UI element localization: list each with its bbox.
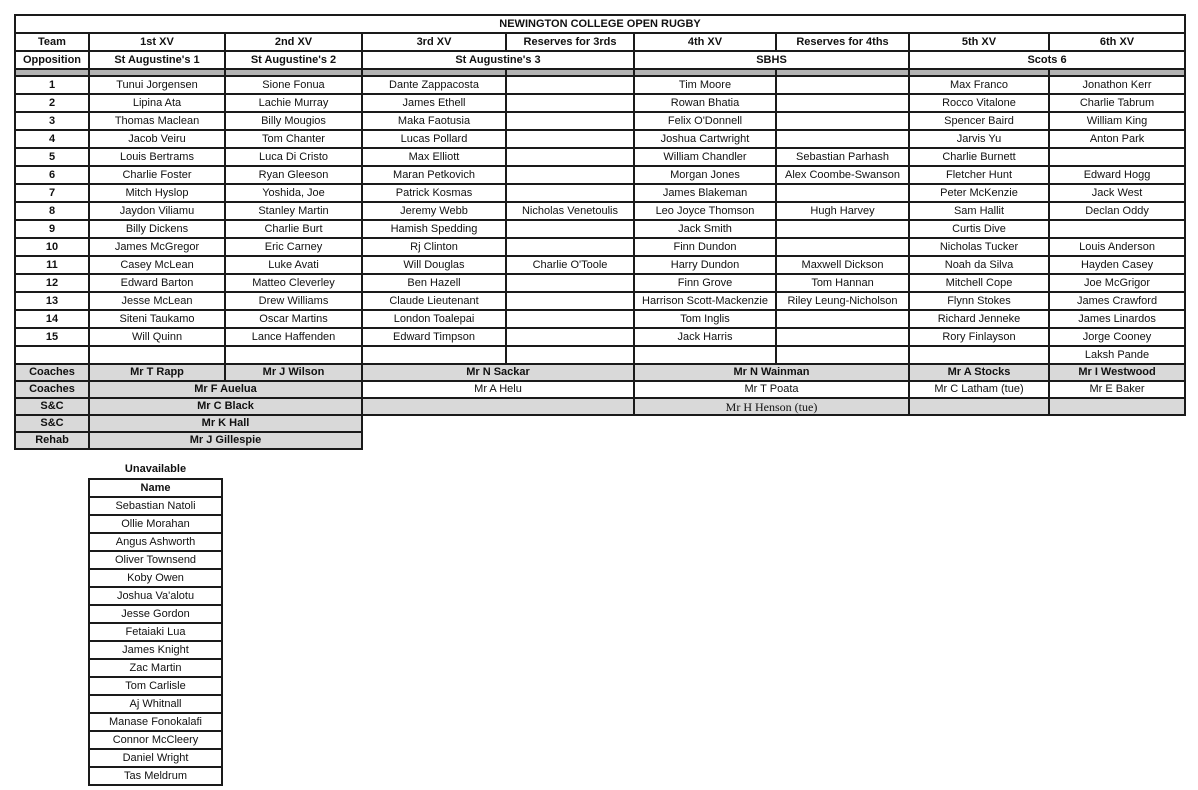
player-number: 7: [15, 184, 89, 202]
player-cell: Sebastian Parhash: [776, 148, 909, 166]
player-cell: William King: [1049, 112, 1185, 130]
player-cell: [776, 310, 909, 328]
player-cell: [1049, 220, 1185, 238]
player-cell: Maran Petkovich: [362, 166, 506, 184]
player-cell: Drew Williams: [225, 292, 362, 310]
player-number: 10: [15, 238, 89, 256]
player-cell: Harrison Scott-Mackenzie: [634, 292, 776, 310]
player-number: 12: [15, 274, 89, 292]
unavailable-header-row: [89, 479, 222, 497]
player-cell: Rory Finlayson: [909, 328, 1049, 346]
unavailable-row: [89, 587, 222, 605]
player-row: [15, 346, 1185, 364]
staff-cell: Mr T Rapp: [89, 364, 225, 381]
separator-cell: [1049, 69, 1185, 76]
player-cell: Tunui Jorgensen: [89, 76, 225, 94]
player-cell: Charlie O'Toole: [506, 256, 634, 274]
unavailable-row: [89, 695, 222, 713]
staff-row-label: S&C: [15, 415, 89, 432]
unavailable-section: [88, 460, 223, 786]
player-cell: Ben Hazell: [362, 274, 506, 292]
player-number: 14: [15, 310, 89, 328]
staff-cell: Mr T Poata: [634, 381, 909, 398]
unavailable-name: Sebastian Natoli: [89, 497, 222, 515]
player-cell: [506, 220, 634, 238]
player-cell: Edward Barton: [89, 274, 225, 292]
separator-cell: [89, 69, 225, 76]
separator-cell: [776, 69, 909, 76]
player-cell: Rocco Vitalone: [909, 94, 1049, 112]
player-row: [15, 310, 1185, 328]
header-row: [15, 33, 1185, 51]
unavailable-name: Zac Martin: [89, 659, 222, 677]
player-cell: Will Douglas: [362, 256, 506, 274]
column-header: 5th XV: [909, 33, 1049, 51]
player-cell: Fletcher Hunt: [909, 166, 1049, 184]
staff-cell: [909, 398, 1049, 415]
player-cell: Joe McGrigor: [1049, 274, 1185, 292]
unavailable-name: Daniel Wright: [89, 749, 222, 767]
player-number: 5: [15, 148, 89, 166]
separator-cell: [634, 69, 776, 76]
unavailable-row: [89, 659, 222, 677]
opposition-cell: SBHS: [634, 51, 909, 69]
separator-cell: [506, 69, 634, 76]
player-cell: Jack Harris: [634, 328, 776, 346]
unavailable-row: [89, 713, 222, 731]
player-cell: [506, 346, 634, 364]
unavailable-name: Jesse Gordon: [89, 605, 222, 623]
staff-cell: Mr E Baker: [1049, 381, 1185, 398]
separator-cell: [362, 69, 506, 76]
player-cell: [776, 130, 909, 148]
player-cell: [225, 346, 362, 364]
unavailable-name: Koby Owen: [89, 569, 222, 587]
player-row: [15, 76, 1185, 94]
column-header: Team: [15, 33, 89, 51]
player-cell: Richard Jenneke: [909, 310, 1049, 328]
player-cell: Charlie Tabrum: [1049, 94, 1185, 112]
player-cell: Nicholas Venetoulis: [506, 202, 634, 220]
column-header: 3rd XV: [362, 33, 506, 51]
unavailable-name: Tom Carlisle: [89, 677, 222, 695]
staff-row: [15, 415, 1185, 432]
player-cell: Hugh Harvey: [776, 202, 909, 220]
player-number: 9: [15, 220, 89, 238]
player-cell: Mitchell Cope: [909, 274, 1049, 292]
player-cell: Maxwell Dickson: [776, 256, 909, 274]
unavailable-row: [89, 605, 222, 623]
player-cell: Leo Joyce Thomson: [634, 202, 776, 220]
player-cell: Tom Chanter: [225, 130, 362, 148]
player-cell: Eric Carney: [225, 238, 362, 256]
column-header: 6th XV: [1049, 33, 1185, 51]
player-cell: [506, 76, 634, 94]
player-cell: Sam Hallit: [909, 202, 1049, 220]
player-cell: Finn Dundon: [634, 238, 776, 256]
unavailable-name: Angus Ashworth: [89, 533, 222, 551]
unavailable-name: Manase Fonokalafi: [89, 713, 222, 731]
player-row: [15, 256, 1185, 274]
player-cell: James Ethell: [362, 94, 506, 112]
player-cell: Nicholas Tucker: [909, 238, 1049, 256]
player-cell: James McGregor: [89, 238, 225, 256]
player-row: [15, 292, 1185, 310]
player-row: [15, 184, 1185, 202]
column-header: 4th XV: [634, 33, 776, 51]
player-cell: Noah da Silva: [909, 256, 1049, 274]
player-row: [15, 94, 1185, 112]
player-row: [15, 328, 1185, 346]
player-number: 11: [15, 256, 89, 274]
opposition-cell: St Augustine's 3: [362, 51, 634, 69]
player-cell: [506, 238, 634, 256]
player-cell: Louis Bertrams: [89, 148, 225, 166]
unavailable-row: [89, 515, 222, 533]
opposition-cell: St Augustine's 1: [89, 51, 225, 69]
player-cell: [1049, 148, 1185, 166]
separator-cell: [909, 69, 1049, 76]
player-cell: Curtis Dive: [909, 220, 1049, 238]
player-cell: [506, 310, 634, 328]
player-cell: [776, 346, 909, 364]
player-cell: Lipina Ata: [89, 94, 225, 112]
staff-cell: [362, 398, 634, 415]
player-cell: Joshua Cartwright: [634, 130, 776, 148]
player-cell: Lance Haffenden: [225, 328, 362, 346]
unavailable-name: Ollie Morahan: [89, 515, 222, 533]
player-number: 15: [15, 328, 89, 346]
player-cell: [634, 346, 776, 364]
player-cell: [776, 220, 909, 238]
unavailable-name: Tas Meldrum: [89, 767, 222, 785]
staff-row-label: S&C: [15, 398, 89, 415]
player-cell: [362, 346, 506, 364]
player-cell: [776, 184, 909, 202]
player-cell: Riley Leung-Nicholson: [776, 292, 909, 310]
player-cell: Edward Timpson: [362, 328, 506, 346]
player-cell: Oscar Martins: [225, 310, 362, 328]
player-cell: [506, 94, 634, 112]
player-cell: James Crawford: [1049, 292, 1185, 310]
staff-cell: Mr H Henson (tue): [634, 398, 909, 415]
player-cell: Charlie Burt: [225, 220, 362, 238]
opposition-cell: St Augustine's 2: [225, 51, 362, 69]
player-cell: Will Quinn: [89, 328, 225, 346]
player-cell: [89, 346, 225, 364]
staff-cell: Mr A Helu: [362, 381, 634, 398]
player-cell: Jack West: [1049, 184, 1185, 202]
staff-row: [15, 381, 1185, 398]
player-cell: Laksh Pande: [1049, 346, 1185, 364]
unavailable-name: Connor McCleery: [89, 731, 222, 749]
player-cell: Rj Clinton: [362, 238, 506, 256]
player-cell: Jacob Veiru: [89, 130, 225, 148]
player-cell: James Linardos: [1049, 310, 1185, 328]
unavailable-table: [88, 478, 223, 786]
player-cell: Flynn Stokes: [909, 292, 1049, 310]
player-cell: William Chandler: [634, 148, 776, 166]
player-row: [15, 220, 1185, 238]
player-row: [15, 202, 1185, 220]
player-cell: [506, 184, 634, 202]
player-number: 6: [15, 166, 89, 184]
staff-row: [15, 432, 1185, 449]
player-cell: [776, 76, 909, 94]
player-cell: Charlie Burnett: [909, 148, 1049, 166]
separator-row: [15, 69, 1185, 76]
unavailable-row: [89, 623, 222, 641]
opposition-row: [15, 51, 1185, 69]
player-cell: Yoshida, Joe: [225, 184, 362, 202]
player-cell: Harry Dundon: [634, 256, 776, 274]
player-cell: Rowan Bhatia: [634, 94, 776, 112]
player-cell: Max Franco: [909, 76, 1049, 94]
player-number: 3: [15, 112, 89, 130]
player-number: 13: [15, 292, 89, 310]
column-header: 2nd XV: [225, 33, 362, 51]
staff-cell: Mr C Black: [89, 398, 362, 415]
team-sheet-table: [14, 14, 1186, 450]
staff-cell: Mr F Auelua: [89, 381, 362, 398]
staff-row-label: Rehab: [15, 432, 89, 449]
player-cell: Dante Zappacosta: [362, 76, 506, 94]
unavailable-row: [89, 767, 222, 785]
unavailable-row: [89, 551, 222, 569]
player-cell: [506, 130, 634, 148]
staff-cell: [1049, 398, 1185, 415]
player-cell: Jaydon Viliamu: [89, 202, 225, 220]
staff-row: [15, 398, 1185, 415]
staff-cell: Mr J Gillespie: [89, 432, 362, 449]
player-number: 8: [15, 202, 89, 220]
staff-cell: Mr N Sackar: [362, 364, 634, 381]
player-cell: [776, 238, 909, 256]
player-cell: Lucas Pollard: [362, 130, 506, 148]
player-cell: Jonathon Kerr: [1049, 76, 1185, 94]
player-cell: Jack Smith: [634, 220, 776, 238]
player-cell: [506, 148, 634, 166]
player-cell: Matteo Cleverley: [225, 274, 362, 292]
player-row: [15, 166, 1185, 184]
player-cell: Tom Hannan: [776, 274, 909, 292]
player-cell: Claude Lieutenant: [362, 292, 506, 310]
player-cell: Louis Anderson: [1049, 238, 1185, 256]
player-cell: [776, 112, 909, 130]
staff-cell: Mr I Westwood: [1049, 364, 1185, 381]
player-cell: Morgan Jones: [634, 166, 776, 184]
player-cell: [776, 94, 909, 112]
player-cell: Lachie Murray: [225, 94, 362, 112]
title-row: [15, 15, 1185, 33]
player-cell: Hamish Spedding: [362, 220, 506, 238]
unavailable-name: Oliver Townsend: [89, 551, 222, 569]
opposition-cell: Scots 6: [909, 51, 1185, 69]
player-cell: Jesse McLean: [89, 292, 225, 310]
staff-cell: Mr N Wainman: [634, 364, 909, 381]
player-cell: Luke Avati: [225, 256, 362, 274]
empty-filler: [362, 432, 1185, 449]
player-cell: Max Elliott: [362, 148, 506, 166]
staff-row-label: Coaches: [15, 381, 89, 398]
column-header: Reserves for 4ths: [776, 33, 909, 51]
staff-cell: Mr A Stocks: [909, 364, 1049, 381]
player-cell: Casey McLean: [89, 256, 225, 274]
unavailable-header: Name: [89, 479, 222, 497]
player-cell: Felix O'Donnell: [634, 112, 776, 130]
player-number: 1: [15, 76, 89, 94]
player-cell: Finn Grove: [634, 274, 776, 292]
player-cell: Charlie Foster: [89, 166, 225, 184]
unavailable-row: [89, 533, 222, 551]
player-cell: Jeremy Webb: [362, 202, 506, 220]
player-cell: Maka Faotusia: [362, 112, 506, 130]
player-number: [15, 346, 89, 364]
player-cell: [506, 328, 634, 346]
unavailable-row: [89, 677, 222, 695]
player-cell: Jarvis Yu: [909, 130, 1049, 148]
player-cell: Tim Moore: [634, 76, 776, 94]
unavailable-name: Joshua Va'alotu: [89, 587, 222, 605]
player-cell: Alex Coombe-Swanson: [776, 166, 909, 184]
unavailable-row: [89, 569, 222, 587]
unavailable-row: [89, 749, 222, 767]
player-cell: Hayden Casey: [1049, 256, 1185, 274]
staff-row: [15, 364, 1185, 381]
player-cell: Siteni Taukamo: [89, 310, 225, 328]
player-cell: [506, 166, 634, 184]
empty-filler: [362, 415, 1185, 432]
player-cell: [506, 274, 634, 292]
player-row: [15, 130, 1185, 148]
player-cell: Declan Oddy: [1049, 202, 1185, 220]
player-number: 4: [15, 130, 89, 148]
player-row: [15, 148, 1185, 166]
player-cell: Mitch Hyslop: [89, 184, 225, 202]
player-row: [15, 274, 1185, 292]
sheet-title: NEWINGTON COLLEGE OPEN RUGBY: [15, 15, 1185, 33]
player-cell: Stanley Martin: [225, 202, 362, 220]
player-row: [15, 238, 1185, 256]
unavailable-row: [89, 641, 222, 659]
opposition-label: Opposition: [15, 51, 89, 69]
unavailable-name: James Knight: [89, 641, 222, 659]
player-cell: [909, 346, 1049, 364]
column-header: 1st XV: [89, 33, 225, 51]
player-cell: Patrick Kosmas: [362, 184, 506, 202]
player-cell: Anton Park: [1049, 130, 1185, 148]
player-cell: Thomas Maclean: [89, 112, 225, 130]
separator-cell: [225, 69, 362, 76]
player-cell: [776, 328, 909, 346]
separator-cell: [15, 69, 89, 76]
unavailable-title: Unavailable: [124, 463, 187, 475]
player-cell: London Toalepai: [362, 310, 506, 328]
player-cell: Billy Mougios: [225, 112, 362, 130]
unavailable-row: [89, 497, 222, 515]
staff-cell: Mr C Latham (tue): [909, 381, 1049, 398]
player-cell: Peter McKenzie: [909, 184, 1049, 202]
player-row: [15, 112, 1185, 130]
player-cell: Edward Hogg: [1049, 166, 1185, 184]
player-cell: James Blakeman: [634, 184, 776, 202]
column-header: Reserves for 3rds: [506, 33, 634, 51]
player-cell: Jorge Cooney: [1049, 328, 1185, 346]
player-cell: [506, 292, 634, 310]
unavailable-name: Fetaiaki Lua: [89, 623, 222, 641]
unavailable-row: [89, 731, 222, 749]
player-cell: Spencer Baird: [909, 112, 1049, 130]
unavailable-name: Aj Whitnall: [89, 695, 222, 713]
staff-row-label: Coaches: [15, 364, 89, 381]
player-cell: Billy Dickens: [89, 220, 225, 238]
staff-cell: Mr K Hall: [89, 415, 362, 432]
player-cell: Sione Fonua: [225, 76, 362, 94]
staff-cell: Mr J Wilson: [225, 364, 362, 381]
player-cell: Tom Inglis: [634, 310, 776, 328]
player-number: 2: [15, 94, 89, 112]
player-cell: [506, 112, 634, 130]
player-cell: Ryan Gleeson: [225, 166, 362, 184]
player-cell: Luca Di Cristo: [225, 148, 362, 166]
